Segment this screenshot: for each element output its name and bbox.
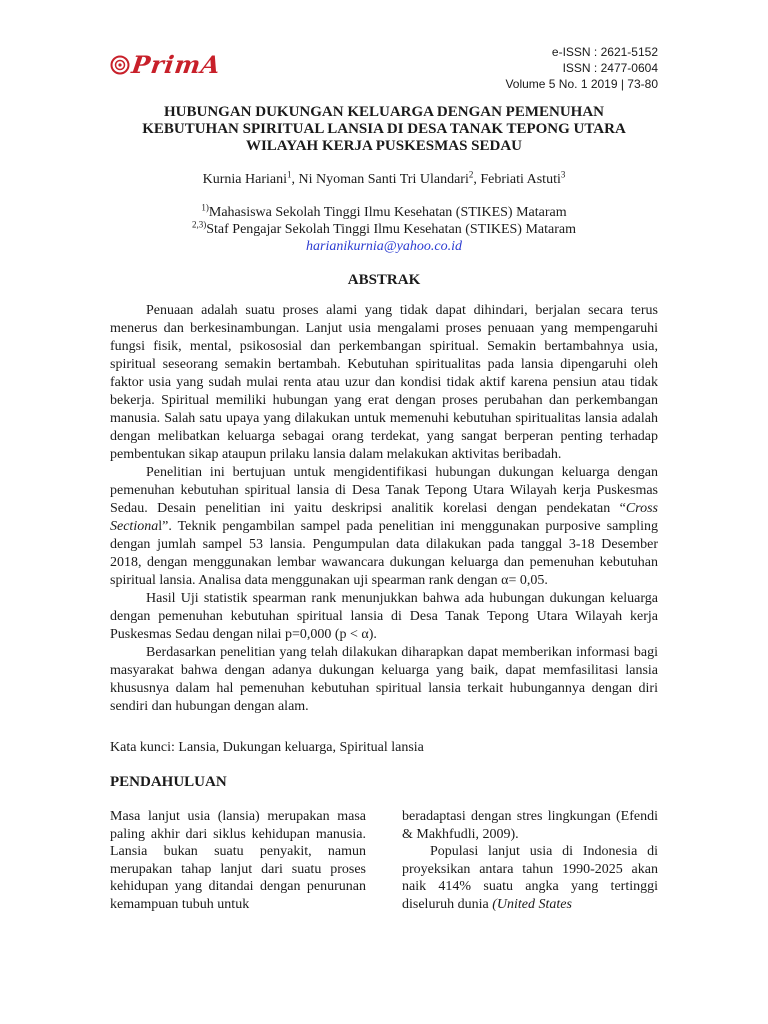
intro-column-left [110, 808, 366, 913]
paper-title [110, 104, 658, 155]
logo-text: PrimA [129, 50, 223, 79]
author-email[interactable]: harianikurnia@yahoo.co.id [306, 239, 462, 254]
author-sup: 3 [560, 169, 566, 180]
seal-icon [110, 55, 130, 75]
author-name: Febriati Astuti [480, 172, 561, 187]
title-line: WILAYAH KERJA PUSKESMAS SEDAU [245, 138, 523, 154]
title-line: HUBUNGAN DUKUNGAN KELUARGA DENGAN PEMENUHAN [163, 104, 604, 120]
author-sup: 1 [287, 169, 292, 180]
author-name: Kurnia Hariani [202, 172, 287, 187]
abstract-paragraph: Berdasarkan penelitian yang telah dilakukan diharapkan dapat memberikan informasi bagi masyarakat bahwa dengan adanya dukungan keluarga yang baik, dapat memfasilitasi lansia khususnya dalam hal pemenuhan kebutuhan spiritual lansia terkait hubungannya dengan diri sendiri dan hubungan dengan alam. [110, 645, 658, 714]
abstract-paragraph: Penelitian ini bertujuan untuk mengidentifikasi hubungan dukungan keluarga dengan pemenuhan kebutuhan spiritual lansia di Desa Tanak Tepong Utara Wilayah kerja Puskesmas Sedau. Desain penelitian ini yaitu deskripsi analitik korelasi dengan pendekatan “Cross Sectional”. Teknik pengambilan sampel pada penelitian ini menggunakan purposive sampling dengan jumlah sampel 53 lansia. Pengumpulan data dilakukan pada tanggal 3-18 Desember 2018, dengan menggunakan lembar wawancara dukungan keluarga dan pemenuhan kebutuhan spiritual lansia. Analisa data menggunakan uji spearman rank dengan α= 0,05. [110, 465, 658, 588]
abstract-body [110, 302, 658, 716]
affiliation-line: $^{1)}$Mahasiswa Sekolah Tinggi Ilmu Kesehatan (STIKES) Mataram [201, 202, 567, 220]
intro-column-right [402, 808, 658, 913]
abstract-paragraph: Hasil Uji statistik spearman rank menunjukkan bahwa ada hubungan dukungan keluarga dengan pemenuhan kebutuhan spiritual lansia di Desa Tanak Tepong Utara Wilayah kerja Puskesmas Sedau dengan nilai p=0,000 (p < α). [110, 591, 658, 642]
abstract-paragraph: Penuaan adalah suatu proses alami yang tidak dapat dihindari, berjalan secara terus menerus dan berkesinambungan. Lanjut usia mengalami proses penuaan yang mempengaruhi fungsi fisik, mental, psikososial dan perkembangan spiritual. Semakin bertambahnya usia, spiritual seseorang semakin bertambah. Kebutuhan spiritualitas pada lansia dipengaruhi oleh faktor usia yang sudah mulai renta atau uzur dan kondisi tidak aktif karena pensiun atau tidak bekerja. Spiritual memiliki hubungan yang erat dengan proses perubahan dan perkembangan manusia. Salah satu upaya yang dilakukan untuk memenuhi kebutuhan spiritualitas lansia adalah dengan melibatkan keluarga sebagai orang terdekat, yang sangat berperan penting terhadap pembentukan sikap ataupun prilaku lansia dalam melakukan aktivitas beribadah. [110, 303, 658, 462]
section-heading: PENDAHULUAN [110, 774, 227, 790]
abstract-heading: ABSTRAK [347, 272, 421, 288]
author-sup: 2 [468, 169, 474, 180]
keywords: Kata kunci: Lansia, Dukungan keluarga, Spiritual lansia [110, 740, 424, 755]
issn: ISSN : 2477-0604 [562, 61, 658, 75]
author-name: Ni Nyoman Santi Tri Ulandari [298, 172, 469, 187]
affiliation-line: $^{2,3)}$Staf Pengajar Sekolah Tinggi Ilmu Kesehatan (STIKES) Mataram [191, 219, 577, 237]
title-line: KEBUTUHAN SPIRITUAL LANSIA DI DESA TANAK TEPONG UTARA [142, 121, 626, 137]
body-paragraph: beradaptasi dengan stres lingkungan (Efendi & Makhfudli, 2009). [402, 809, 658, 842]
author-list: Kurnia Hariani$^1$, Ni Nyoman Santi Tri Ulandari$^2$, Febriati Astuti$^3$ [202, 169, 566, 187]
body-paragraph: Masa lanjut usia (lansia) merupakan masa paling akhir dari siklus kehidupan manusia. Lansia bukan suatu penyakit, namun merupakan tahap lanjut dari suatu proses kehidupan yang ditandai dengan penurunan kemampuan tubuh untuk [110, 809, 366, 912]
journal-logo [110, 50, 221, 79]
affiliations [110, 204, 658, 255]
body-paragraph: Populasi lanjut usia di Indonesia di proyeksikan antara tahun 1990-2025 akan naik 414% suatu angka yang tertinggi diseluruh dunia (United States [402, 844, 658, 912]
journal-info [505, 44, 658, 92]
e-issn: e-ISSN : 2621-5152 [551, 45, 658, 59]
volume-info: Volume 5 No. 1 2019 | 73-80 [505, 77, 658, 91]
